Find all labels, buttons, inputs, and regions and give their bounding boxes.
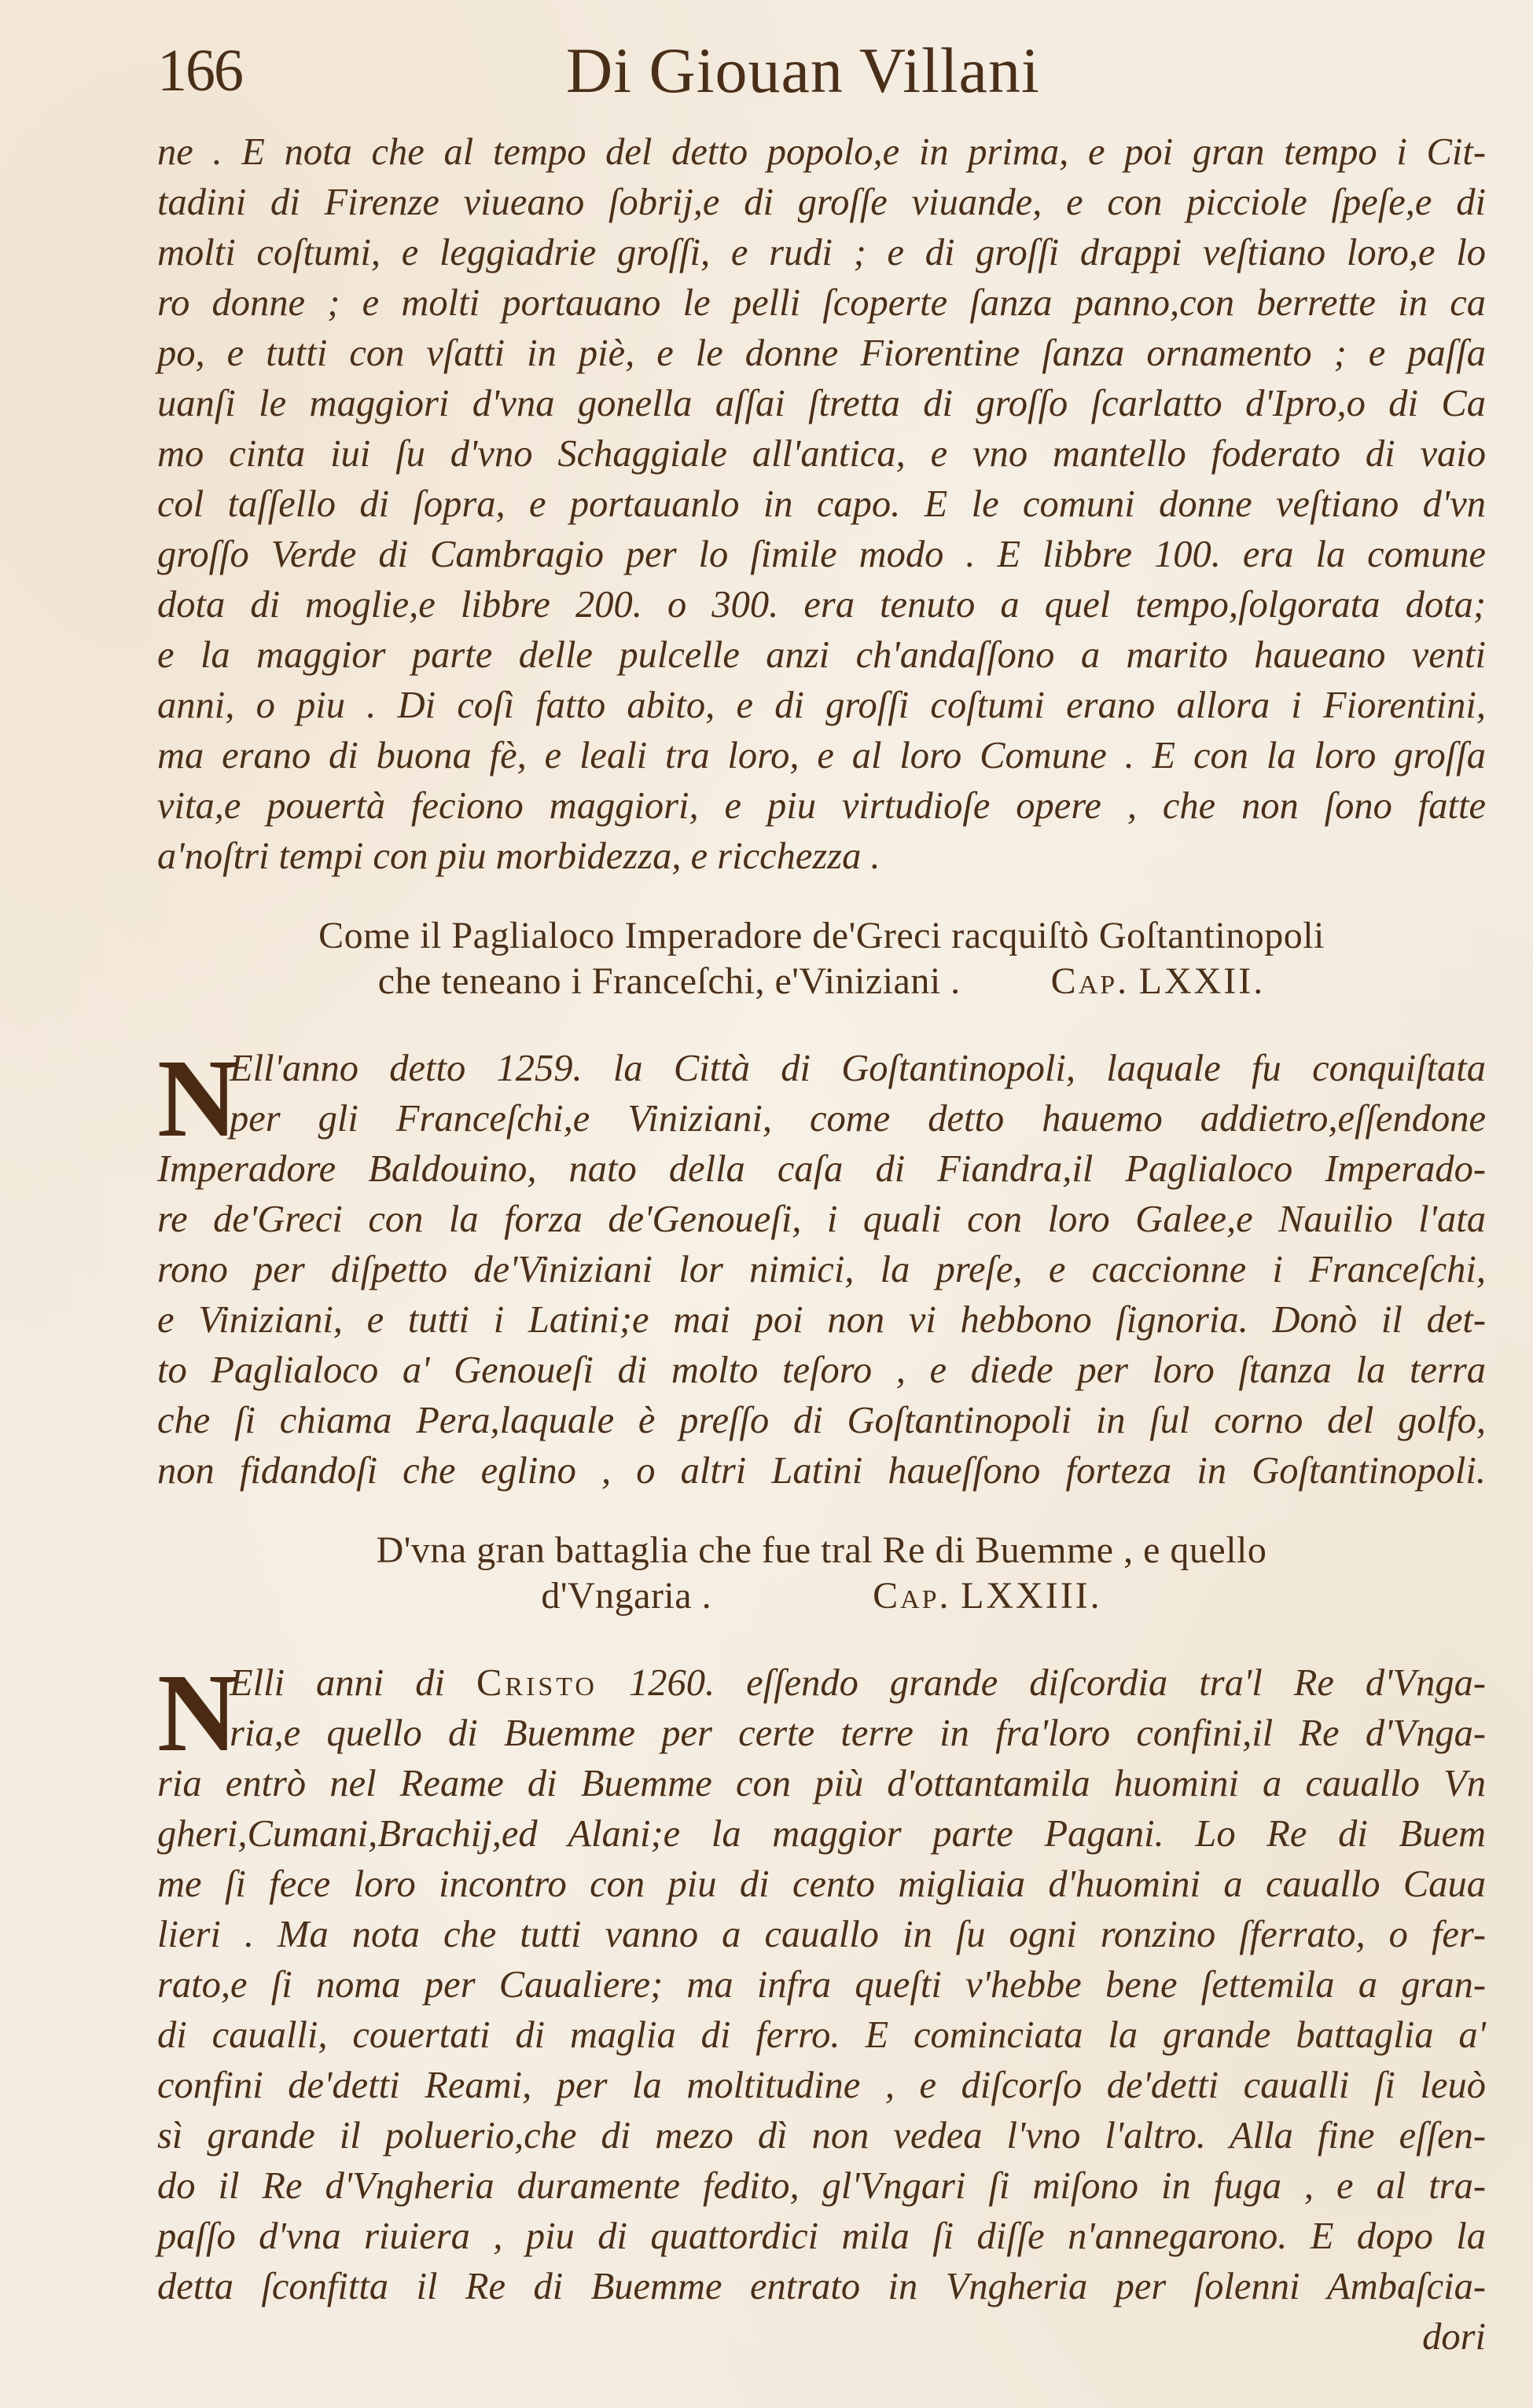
text-line: non fidandoſi che eglino , o altri Latini haueſſono forteza in Goſtantinopoli.	[157, 1450, 1486, 1492]
continuation-paragraph	[157, 127, 1486, 882]
text-line: col taſſello di ſopra, e portauanlo in capo. E le comuni donne veſtiano d'vn	[157, 483, 1486, 525]
text-line: gheri,Cumani,Brachij,ed Alani;e la maggior parte Pagani. Lo Re di Buem	[157, 1813, 1486, 1855]
text-line: lieri . Ma nota che tutti vanno a cauallo in ſu ogni ronzino ſferrato, o fer-	[157, 1914, 1486, 1955]
chapter-heading-text: d'Vngaria .	[541, 1575, 712, 1617]
chapter-label: Cap.	[1050, 960, 1130, 1002]
text-line: detta ſconfitta il Re di Buemme entrato in Vngheria per ſolenni Ambaſcia-	[157, 2266, 1486, 2307]
running-head	[157, 31, 1486, 110]
chapter-heading-line: Come il Paglialoco Imperadore de'Greci racquiſtò Goſtantinopoli	[318, 915, 1325, 956]
text-line: ma erano di buona fè, e leali tra loro, e al loro Comune . E con la loro groſſa	[157, 735, 1486, 776]
drop-cap: N	[157, 1036, 238, 1160]
text-line: che ſi chiama Pera,laquale è preſſo di Goſtantinopoli in ſul corno del golfo,	[157, 1400, 1486, 1441]
text-line: to Paglialoco a' Genoueſi di molto teſoro , e diede per loro ſtanza la terra	[157, 1349, 1486, 1391]
catchword: dori	[1422, 2316, 1486, 2358]
chapter-label: Cap.	[873, 1575, 951, 1617]
running-title: Di Giouan Villani	[566, 35, 1040, 106]
text-line: di caualli, couertati di maglia di ferro. E cominciata la grande battaglia a'	[157, 2014, 1486, 2056]
page-number: 166	[157, 38, 242, 104]
text-line: me ſi fece loro incontro con piu di cento migliaia d'huomini a cauallo Caua	[157, 1863, 1486, 1905]
text-line: Imperadore Baldouino, nato della caſa di Fiandra,il Paglialoco Imperado-	[157, 1148, 1486, 1190]
text-line: uanſi le maggiori d'vna gonella aſſai ſtretta di groſſo ſcarlatto d'Ipro,o di Ca	[157, 383, 1486, 424]
chapter-heading-73	[157, 1528, 1486, 1619]
drop-cap: N	[157, 1650, 238, 1775]
text-line: ne . E nota che al tempo del detto popolo,e in prima, e poi gran tempo i Cit-	[157, 131, 1486, 173]
text-line: Ell'anno detto 1259. la Città di Goſtantinopoli, laquale fu conquiſtata	[230, 1048, 1486, 1089]
chapter-heading-line: D'vna gran battaglia che fue tral Re di Buemme , e quello	[376, 1529, 1267, 1571]
chapter-number: LXXII.	[1138, 960, 1266, 1002]
text-line: sì grande il poluerio,che di mezo dì non vedea l'vno l'altro. Alla fine eſſen-	[157, 2115, 1486, 2157]
text-line: po, e tutti con vſatti in piè, e le donne Fiorentine ſanza ornamento ; e paſſa	[157, 332, 1486, 374]
text-fragment: 1260. eſſendo grande diſcordia tra'l Re d'Vnga-	[597, 1662, 1486, 1704]
text-line: mo cinta iui ſu d'vno Schaggiale all'antica, e vno mantello foderato di vaio	[157, 433, 1486, 475]
text-line: tadini di Firenze viueano ſobrij,e di groſſe viuande, e con picciole ſpeſe,e di	[157, 182, 1486, 223]
text-line: vita,e pouertà feciono maggiori, e piu virtudioſe opere , che non ſono fatte	[157, 785, 1486, 827]
text-line: anni, o piu . Di coſì fatto abito, e di groſſi coſtumi erano allora i Fiorentini,	[157, 685, 1486, 726]
chapter-number: LXXIII.	[961, 1575, 1102, 1617]
small-caps-name: Cristo	[476, 1662, 597, 1704]
text-line: per gli Franceſchi,e Viniziani, come detto hauemo addietro,eſſendone	[230, 1098, 1486, 1140]
chapter-heading-text: che teneano i Franceſchi, e'Viniziani .	[377, 960, 961, 1002]
text-line: dota di moglie,e libbre 200. o 300. era tenuto a quel tempo,ſolgorata dota;	[157, 584, 1486, 626]
chapter-heading-line	[157, 1573, 1486, 1619]
text-line: do il Re d'Vngheria duramente fedito, gl'Vngari ſi miſono in fuga , e al tra-	[157, 2165, 1486, 2207]
text-line: rato,e ſi noma per Caualiere; ma infra queſti v'hebbe bene ſettemila a gran-	[157, 1964, 1486, 2006]
text-line: confini de'detti Reami, per la moltitudine , e diſcorſo de'detti caualli ſi leuò	[157, 2065, 1486, 2106]
text-line: ro donne ; e molti portauano le pelli ſcoperte ſanza panno,con berrette in ca	[157, 282, 1486, 324]
text-line: molti coſtumi, e leggiadrie groſſi, e rudi ; e di groſſi drappi veſtiano loro,e lo	[157, 232, 1486, 273]
chapter-73-paragraph	[157, 1650, 1486, 2362]
text-line	[157, 1658, 1486, 1709]
text-line: re de'Greci con la forza de'Genoueſi, i quali con loro Galee,e Nauilio l'ata	[157, 1198, 1486, 1240]
text-line: e Viniziani, e tutti i Latini;e mai poi non vi hebbono ſignoria. Donò il det-	[157, 1299, 1486, 1341]
text-line: groſſo Verde di Cambragio per lo ſimile modo . E libbre 100. era la comune	[157, 534, 1486, 575]
chapter-heading-line	[157, 959, 1486, 1004]
text-line: ria entrò nel Reame di Buemme con più d'ottantamila huomini a cauallo Vn	[157, 1763, 1486, 1804]
chapter-heading-72	[157, 913, 1486, 1004]
chapter-72-paragraph	[157, 1036, 1486, 1496]
text-line: rono per diſpetto de'Viniziani lor nimici, la preſe, e caccionne i Franceſchi,	[157, 1249, 1486, 1290]
text-fragment: Elli anni di	[230, 1662, 476, 1704]
text-line: paſſo d'vna riuiera , piu di quattordici mila ſi diſſe n'annegarono. E dopo la	[157, 2215, 1486, 2257]
text-line: a'noſtri tempi con piu morbidezza, e ricchezza .	[157, 835, 880, 877]
text-line: ria,e quello di Buemme per certe terre in fra'loro confini,il Re d'Vnga-	[230, 1712, 1486, 1754]
book-page	[157, 31, 1486, 2362]
text-line: e la maggior parte delle pulcelle anzi ch'andaſſono a marito haueano venti	[157, 634, 1486, 676]
